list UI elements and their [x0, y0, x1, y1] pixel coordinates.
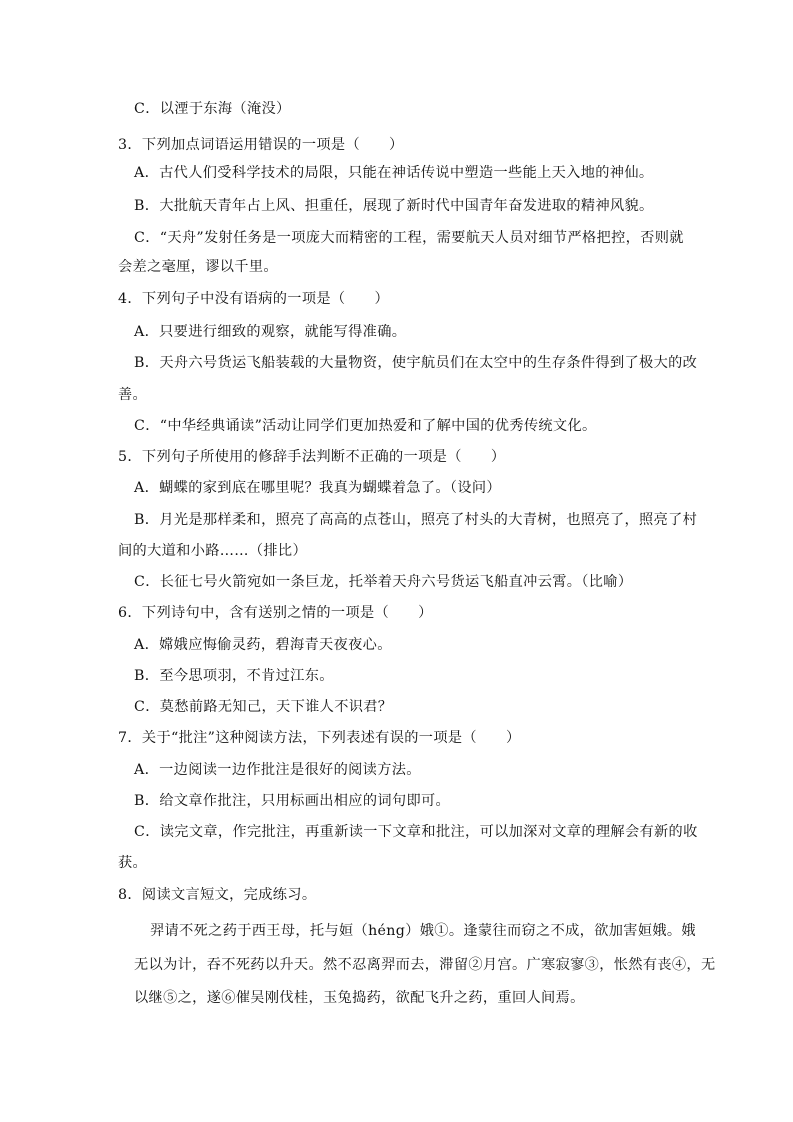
q6-option-b: B．至今思项羽，不肯过江东。: [134, 668, 334, 684]
q5-option-b-line2: 间的大道和小路……（排比）: [118, 543, 307, 559]
q6-option-c: C．莫愁前路无知己，天下谁人不识君？: [134, 699, 393, 715]
passage-line-2: 无以为计，吞不死药以升天。然不忍离羿而去，滞留②月宫。广寒寂寥③，怅然有丧④，无: [134, 957, 716, 973]
q4-option-c: C．“中华经典诵读”活动让同学们更加热爱和了解中国的优秀传统文化。: [134, 418, 597, 434]
q5-option-a: A．蝴蝶的家到底在哪里呢？我真为蝴蝶着急了。（设问）: [134, 480, 501, 496]
q6-stem: 6．下列诗句中，含有送别之情的一项是（ ）: [118, 605, 433, 621]
q4-option-b-line1: B．天舟六号货运飞船装载的大量物资，使宇航员们在太空中的生存条件得到了极大的改: [134, 355, 698, 371]
q5-option-b-line1: B．月光是那样柔和，照亮了高高的点苍山，照亮了村头的大青树，也照亮了，照亮了村: [134, 512, 698, 528]
q3-option-b: B．大批航天青年占上风、担重任，展现了新时代中国青年奋发进取的精神风貌。: [134, 198, 654, 214]
q7-option-c-line2: 获。: [118, 855, 148, 871]
q6-option-a: A．嫦娥应悔偷灵药，碧海青天夜夜心。: [134, 637, 392, 653]
q3-stem: 3．下列加点词语运用错误的一项是（ ）: [118, 137, 404, 153]
q7-option-b: B．给文章作批注，只用标画出相应的词句即可。: [134, 793, 451, 809]
q3-option-c-line1: C．“天舟”发射任务是一项庞大而精密的工程，需要航天人员对细节严格把控，否则就: [134, 230, 684, 246]
q7-stem: 7．关于“批注”这种阅读方法，下列表述有误的一项是（ ）: [118, 730, 521, 746]
q5-stem: 5．下列句子所使用的修辞手法判断不正确的一项是（ ）: [118, 449, 506, 465]
q4-stem: 4．下列句子中没有语病的一项是（ ）: [118, 291, 390, 307]
q5-option-c: C．长征七号火箭宛如一条巨龙，托举着天舟六号货运飞船直冲云霄。（比喻）: [134, 574, 633, 590]
q3-option-a: A．古代人们受科学技术的局限，只能在神话传说中塑造一些能上天入地的神仙。: [134, 165, 654, 181]
q4-option-a: A．只要进行细致的观察，就能写得准确。: [134, 324, 407, 340]
q3-option-c-line2: 会差之毫厘，谬以千里。: [118, 259, 278, 275]
q7-option-a: A．一边阅读一边作批注是很好的阅读方法。: [134, 762, 421, 778]
q7-option-c-line1: C．读完文章，作完批注，再重新读一下文章和批注，可以加深对文章的理解会有新的收: [134, 824, 698, 840]
q2-option-c: C．以湮于东海（淹没）: [134, 101, 291, 117]
q8-stem: 8．阅读文言短文，完成练习。: [118, 887, 317, 903]
passage-line-3: 以继⑤之，遂⑥催吴刚伐桂，玉兔捣药，欲配飞升之药，重回人间焉。: [134, 990, 585, 1006]
passage-line-1: 羿请不死之药于西王母，托与姮（héng）娥①。逢蒙往而窃之不成，欲加害姮娥。娥: [150, 923, 696, 939]
q4-option-b-line2: 善。: [118, 387, 148, 403]
